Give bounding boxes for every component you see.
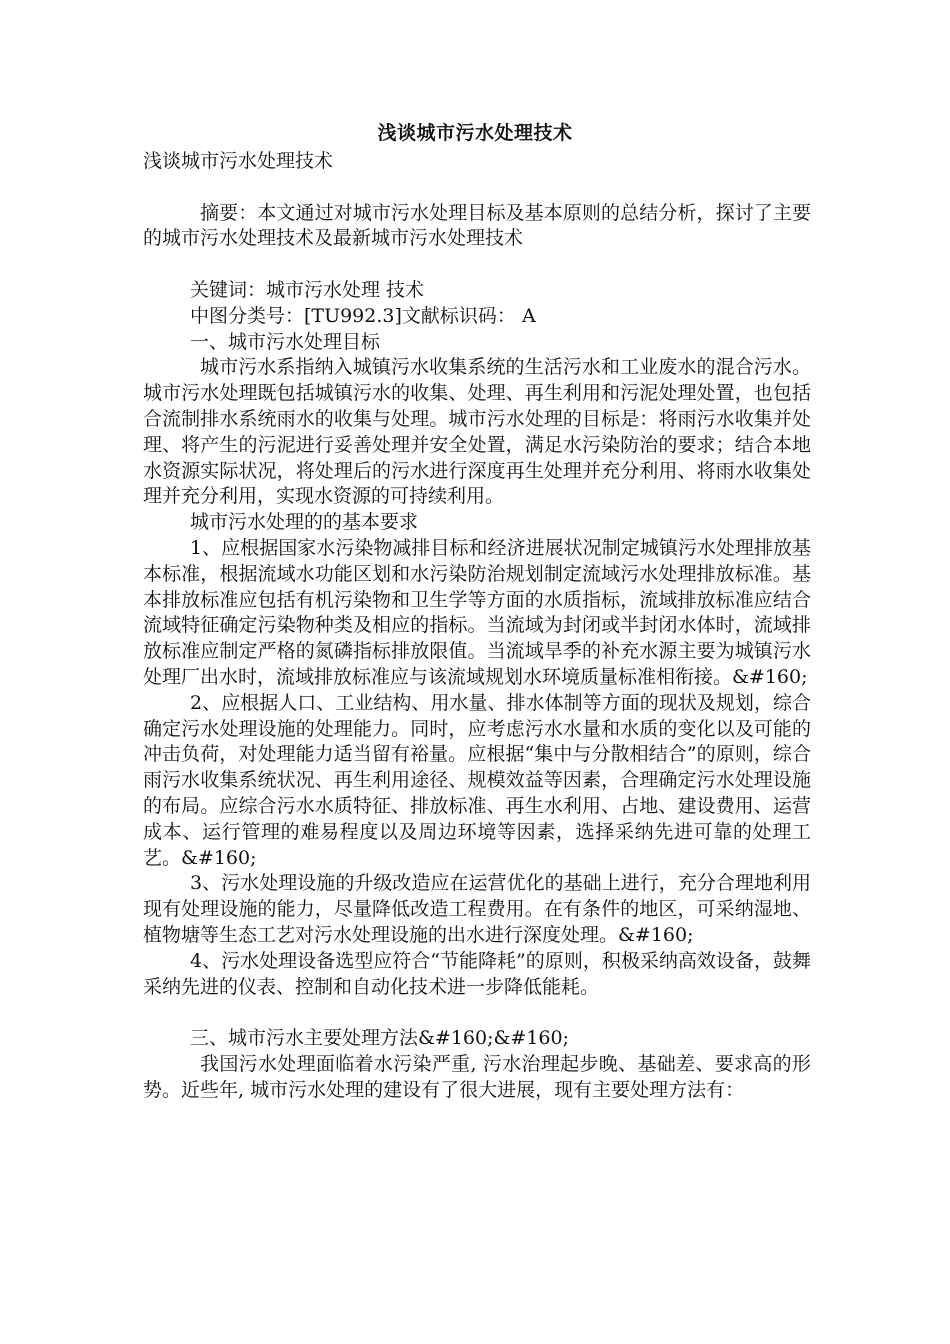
- document-title: 浅谈城市污水处理技术: [377, 122, 573, 144]
- subtitle-line: 浅谈城市污水处理技术: [143, 150, 334, 172]
- blank-line: [143, 1000, 811, 1026]
- requirement-item-1: 1、应根据国家水污染物减排目标和经济进展状况制定城镇污水处理排放基本标准，根据流域水功能区划和水污染防治规划制定流域污水处理排放标准。基本排放标准应包括有机污染物和卫生学等方面的水质指标，流域排放标准应结合流域特征确定污染物种类及相应的指标。当流域为封闭或半封闭水体时，流域排放标准应制定严格的氮磷指标排放限值。当流域旱季的补充水源主要为城镇污水处理厂出水时，流域排放标准应与该流域规划水环境质量标准相衔接。&#160;: [143, 536, 811, 688]
- section-heading-1: 一、城市污水处理目标: [190, 330, 381, 353]
- section-heading-3: 三、城市污水主要处理方法&#160;&#160;: [190, 1027, 569, 1050]
- requirement-item-3: 3、污水处理设施的升级改造应在运营优化的基础上进行，充分合理地利用现有处理设施的能力，尽量降低改造工程费用。在有条件的地区，可采纳湿地、植物塘等生态工艺对污水处理设施的出水进行深度处理。&#160;: [143, 872, 811, 946]
- document-body: [143, 149, 811, 1103]
- requirement-item-2: 2、应根据人口、工业结构、用水量、排水体制等方面的现状及规划，综合确定污水处理设施的处理能力。同时，应考虑污水水量和水质的变化以及可能的冲击负荷，对处理能力适当留有裕量。应根据“集中与分散相结合”的原则，综合雨污水收集系统状况、再生利用途径、规模效益等因素，合理确定污水处理设施的布局。应综合污水水质特征、排放标准、再生水利用、占地、建设费用、运营成本、运行管理的难易程度以及周边环境等因素，选择采纳先进可靠的处理工艺。&#160;: [143, 691, 811, 869]
- subheading-basic-requirements: 城市污水处理的的基本要求: [190, 511, 419, 534]
- classification-line: 中图分类号：[TU992.3]文献标识码： A: [190, 304, 536, 327]
- body-paragraph: 我国污水处理面临着水污染严重, 污水治理起步晚、基础差、要求高的形势。近些年, 城市污水处理的建设有了很大进展，现有主要处理方法有：: [143, 1052, 811, 1101]
- blank-line: [143, 175, 811, 201]
- abstract-paragraph: 摘要：本文通过对城市污水处理目标及基本原则的总结分析，探讨了主要的城市污水处理技术及最新城市污水处理技术: [143, 201, 811, 250]
- body-paragraph: 城市污水系指纳入城镇污水收集系统的生活污水和工业废水的混合污水。城市污水处理既包括城镇污水的收集、处理、再生利用和污泥处理处置，也包括合流制排水系统雨水的收集与处理。城市污水处理的目标是：将雨污水收集并处理、将产生的污泥进行妥善处理并安全处置，满足水污染防治的要求；结合本地水资源实际状况，将处理后的污水进行深度再生处理并充分利用、将雨水收集处理并充分利用，实现水资源的可持续利用。: [143, 356, 811, 508]
- blank-line: [143, 252, 811, 278]
- requirement-item-4: 4、污水处理设备选型应符合“节能降耗”的原则，积极采纳高效设备，鼓舞采纳先进的仪表、控制和自动化技术进一步降低能耗。: [143, 949, 811, 998]
- keywords-line: 关键词：城市污水处理 技术: [190, 278, 425, 301]
